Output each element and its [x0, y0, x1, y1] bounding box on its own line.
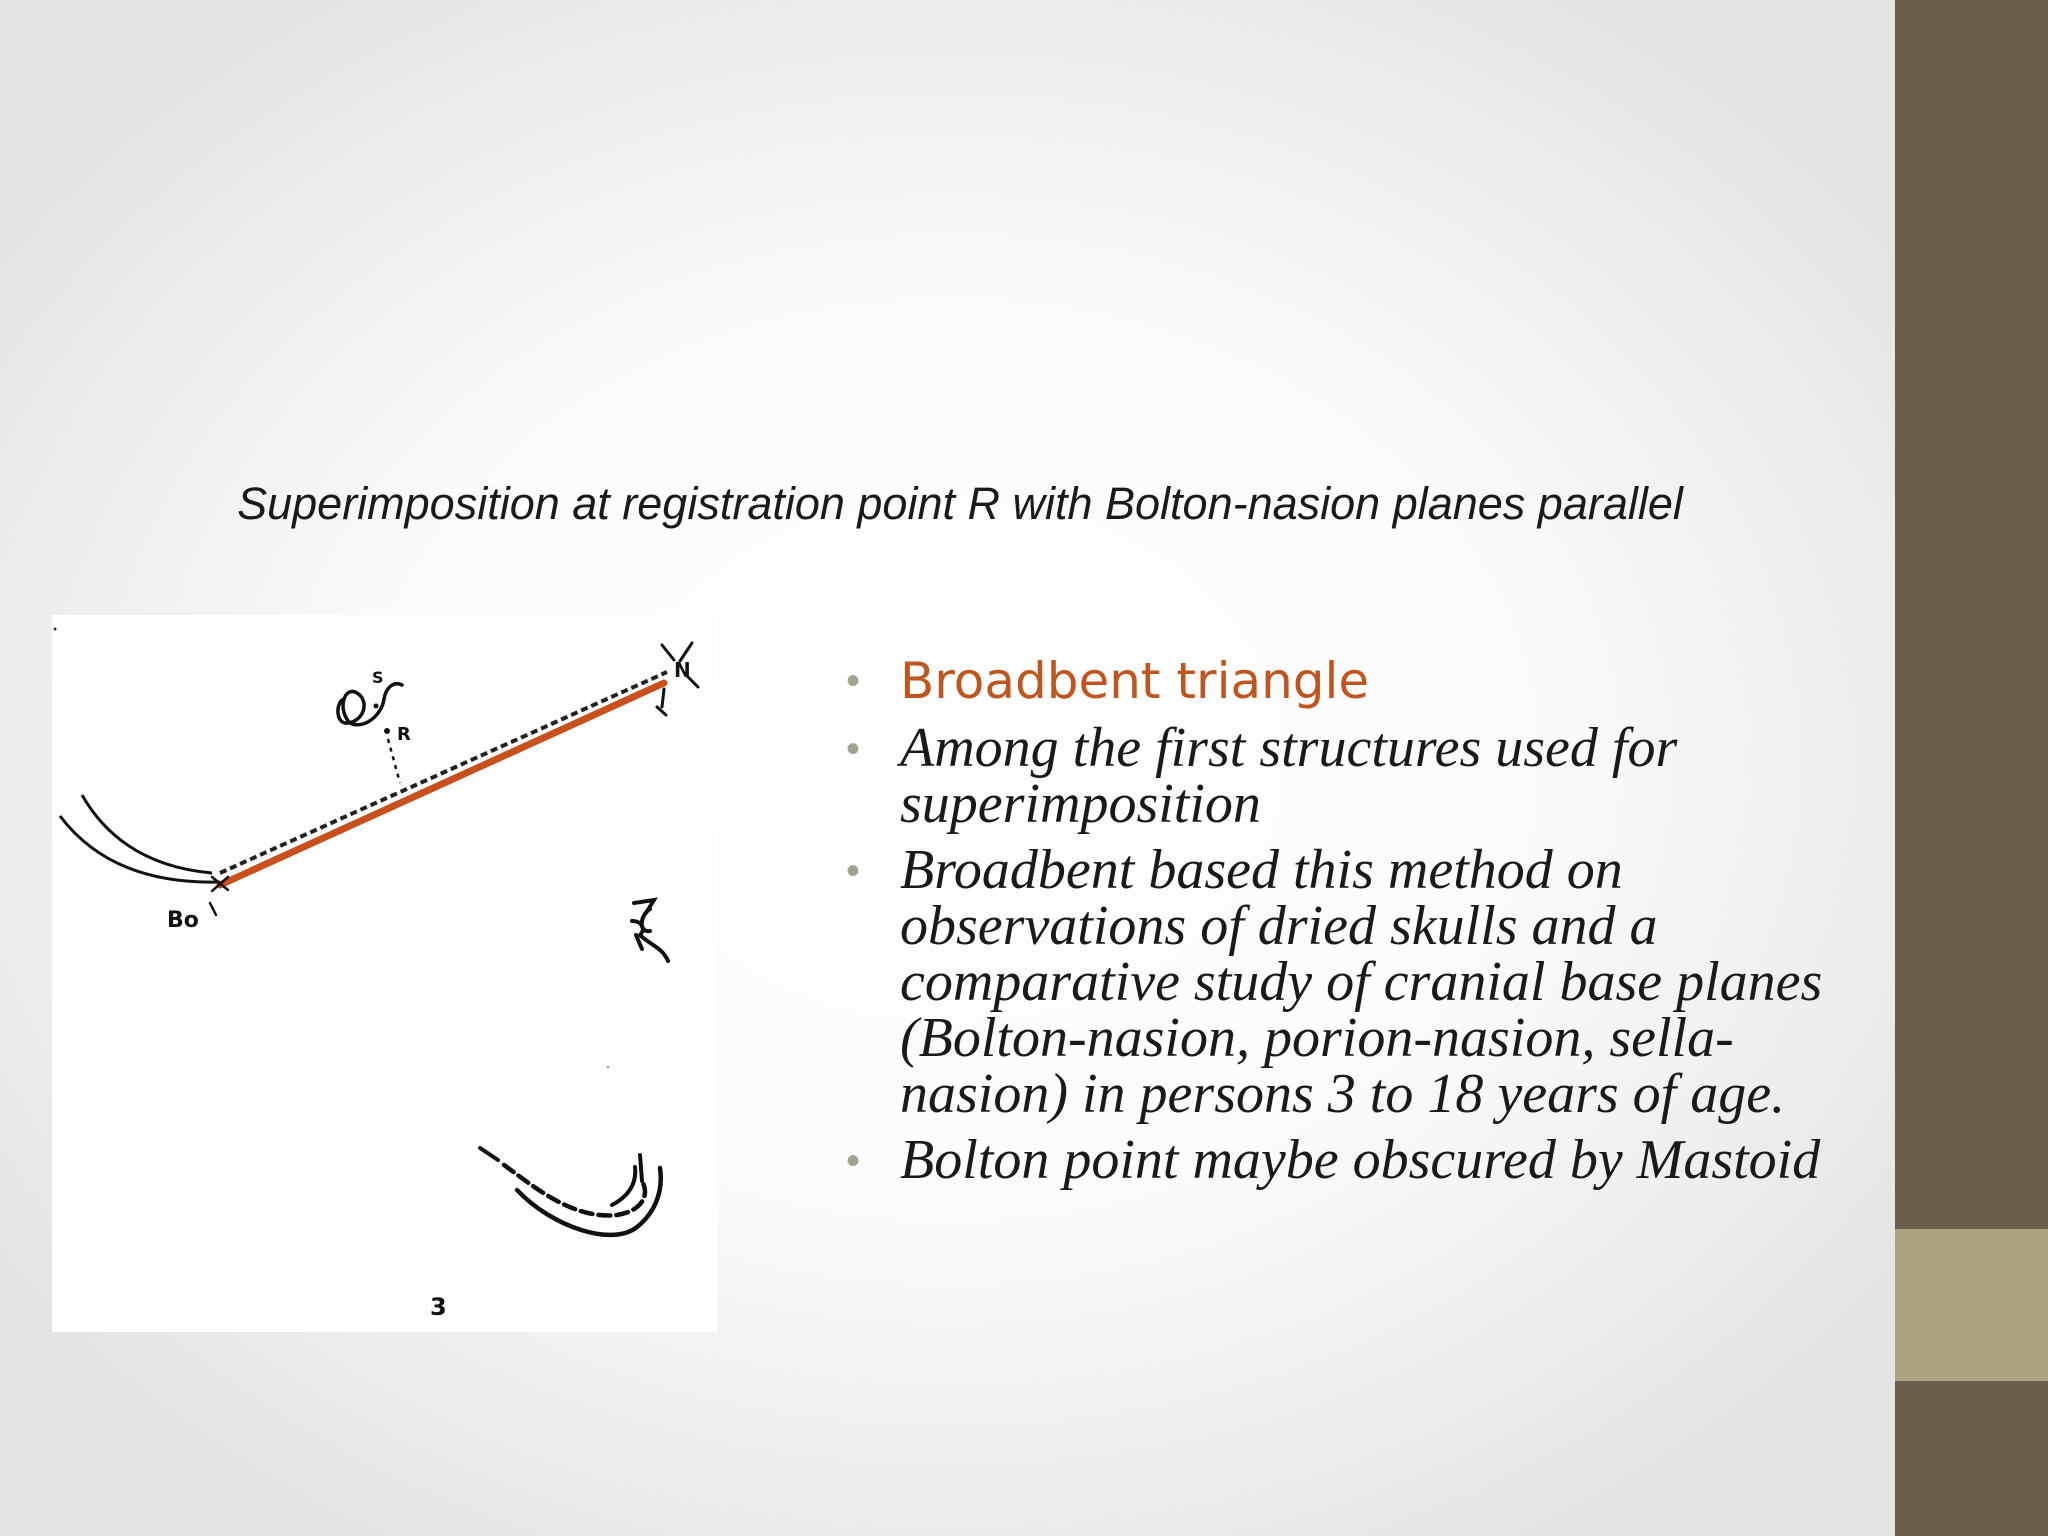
figure-caption: Superimposition at registration point R with Bolton-nasion planes parallel	[237, 478, 1683, 529]
bolton-nasion-plane-dashed	[220, 672, 667, 873]
bullet-text: Broadbent based this method on observations of dried skulls and a comparative study of cranial base planes (Bolton-nasion, porion-nasion, sella-nasion) in persons 3 to 18 years of age.	[900, 839, 1823, 1125]
cephalometric-tracing-figure	[52, 615, 717, 1332]
bolton-nasion-plane	[220, 683, 664, 885]
bullet-marker-icon: •	[846, 727, 861, 771]
bullet-text: Bolton point maybe obscured by Mastoid	[900, 1129, 1821, 1191]
bolton-label: Bo	[167, 908, 199, 933]
bullet-marker-icon: •	[846, 1139, 861, 1183]
figure-number: 3	[430, 1293, 447, 1321]
bullet-item	[846, 839, 1896, 1125]
palate-dash	[480, 1148, 498, 1160]
decorative-side-accent	[1895, 1229, 2048, 1381]
speck-mark	[54, 628, 57, 631]
palatal-curve-solid	[517, 1168, 661, 1235]
sella-point	[374, 704, 379, 709]
registration-point	[384, 728, 390, 734]
bullet-item	[846, 650, 1896, 712]
bullet-heading: Broadbent triangle	[900, 652, 1370, 710]
speck-mark	[607, 1066, 610, 1069]
bullet-marker-icon: •	[846, 659, 861, 703]
registration-perpendicular	[388, 739, 400, 783]
bullet-item	[846, 717, 1896, 835]
bullet-text: Among the first structures used for superimposition	[900, 717, 1678, 835]
ptm-fissure-outline	[632, 900, 668, 961]
bullet-item	[846, 1129, 1896, 1191]
registration-label: R	[397, 724, 411, 745]
nasion-label: N	[674, 658, 691, 682]
bullet-marker-icon: •	[846, 849, 861, 893]
bullet-list	[846, 650, 1896, 1198]
sella-turcica-outline	[338, 684, 402, 725]
tracing-drawing	[52, 615, 717, 1332]
incisor-outline	[612, 1155, 642, 1205]
occipital-curve-inner	[82, 795, 212, 873]
palatal-curve-dashed	[504, 1165, 645, 1215]
sella-label: S	[372, 668, 384, 687]
